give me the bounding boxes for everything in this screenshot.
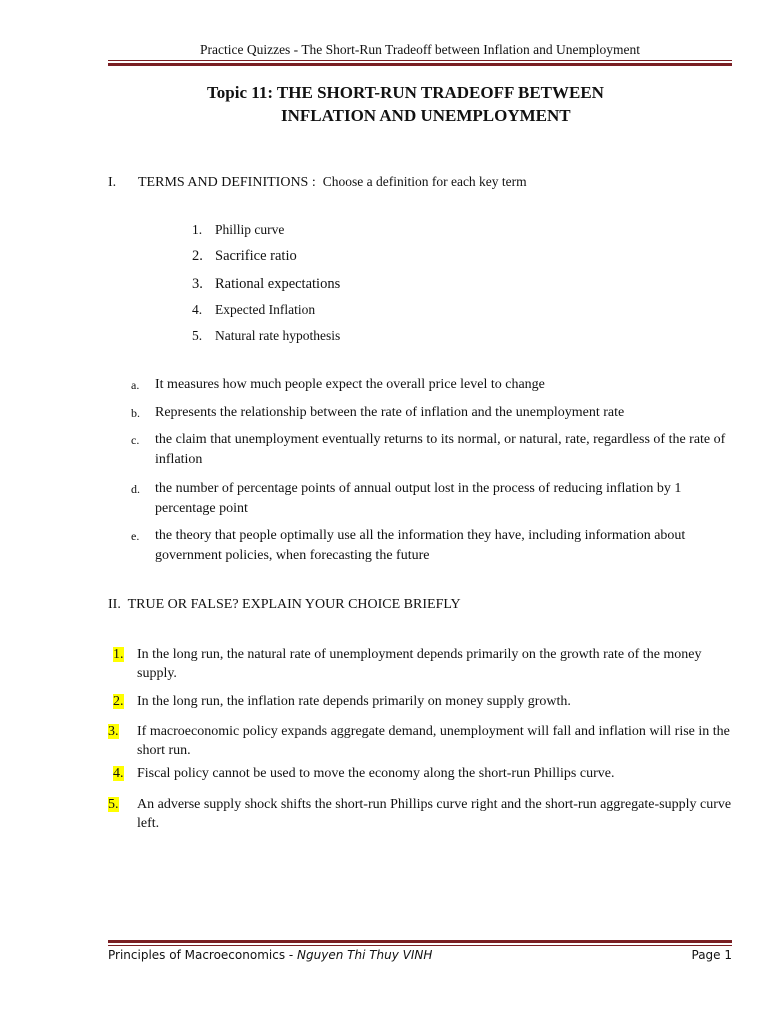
section-2-numeral: II. <box>108 597 121 612</box>
term-number: 4. <box>192 302 203 317</box>
definition-item <box>131 479 741 519</box>
definition-text: the claim that unemployment eventually returns to its normal, or natural, rate, regardless of the rate of inflation <box>155 432 726 467</box>
term-text: Rational expectations <box>215 276 341 292</box>
highlighted-number: 3. <box>108 724 119 739</box>
footer-rule-thick <box>108 940 732 943</box>
definition-letter: e. <box>131 529 140 543</box>
section-1-numeral: I. <box>108 175 117 190</box>
section-1-heading <box>108 174 527 191</box>
highlighted-number: 1. <box>113 647 124 662</box>
highlighted-number: 4. <box>113 766 124 781</box>
term-number: 1. <box>192 222 203 237</box>
term-text: Phillip curve <box>215 222 285 237</box>
footer-page-number: Page 1 <box>691 948 732 962</box>
highlighted-number: 5. <box>108 797 119 812</box>
true-false-item <box>108 764 736 783</box>
item-number <box>113 692 135 711</box>
definition-text: the theory that people optimally use all the information they have, including information about government policies, when forecasting the future <box>155 528 686 563</box>
section-2-title: TRUE OR FALSE? EXPLAIN YOUR CHOICE BRIEFLY <box>127 597 461 612</box>
definition-text: the number of percentage points of annual output lost in the process of reducing inflation by 1 percentage point <box>155 481 682 516</box>
footer-author: Nguyen Thi Thuy VINH <box>297 948 433 962</box>
term-number: 2. <box>192 248 203 264</box>
term-item <box>192 248 297 265</box>
term-number: 5. <box>192 328 203 343</box>
item-text: In the long run, the inflation rate depends primarily on money supply growth. <box>137 694 571 709</box>
header-rule-thin <box>108 60 732 61</box>
definition-letter: b. <box>131 406 140 420</box>
term-item <box>192 328 340 344</box>
term-item <box>192 276 340 293</box>
term-number: 3. <box>192 276 203 292</box>
term-item <box>192 302 315 318</box>
item-number <box>113 645 135 664</box>
section-1-title: TERMS AND DEFINITIONS : <box>138 175 316 190</box>
topic-title-line1: Topic 11: THE SHORT-RUN TRADEOFF BETWEEN <box>207 83 604 102</box>
definition-item <box>131 526 741 566</box>
term-text: Natural rate hypothesis <box>215 328 341 343</box>
definition-item <box>131 430 741 470</box>
true-false-item <box>108 795 736 833</box>
topic-title-line2: INFLATION AND UNEMPLOYMENT <box>281 106 571 125</box>
item-text: If macroeconomic policy expands aggregate demand, unemployment will fall and inflation will rise in the short run. <box>137 724 730 758</box>
definition-item <box>131 375 741 395</box>
term-text: Sacrifice ratio <box>215 248 297 264</box>
footer-course <box>108 948 432 962</box>
item-number <box>108 722 130 741</box>
item-text: In the long run, the natural rate of unemployment depends primarily on the growth rate of the money supply. <box>137 647 702 681</box>
item-text: Fiscal policy cannot be used to move the economy along the short-run Phillips curve. <box>137 766 615 781</box>
definition-letter: a. <box>131 378 140 392</box>
item-number <box>108 795 130 814</box>
section-1-instruction: Choose a definition for each key term <box>322 174 527 189</box>
true-false-item <box>108 645 736 683</box>
definition-text: Represents the relationship between the rate of inflation and the unemployment rate <box>155 405 625 420</box>
footer-course-title: Principles of Macroeconomics - <box>108 948 298 962</box>
item-number <box>113 764 135 783</box>
term-item <box>192 222 284 238</box>
definition-letter: c. <box>131 433 140 447</box>
item-text: An adverse supply shock shifts the short-run Phillips curve right and the short-run aggregate-supply curve left. <box>137 797 732 831</box>
section-2-heading <box>108 597 461 613</box>
true-false-item <box>108 722 736 760</box>
true-false-item <box>108 692 736 711</box>
footer-rule-thin <box>108 945 732 946</box>
definition-letter: d. <box>131 482 140 496</box>
term-text: Expected Inflation <box>215 302 316 317</box>
definition-text: It measures how much people expect the overall price level to change <box>155 377 545 392</box>
header-rule-thick <box>108 63 732 66</box>
running-header: Practice Quizzes - The Short-Run Tradeoff between Inflation and Unemployment <box>199 42 640 57</box>
definition-item <box>131 403 741 423</box>
highlighted-number: 2. <box>113 694 124 709</box>
